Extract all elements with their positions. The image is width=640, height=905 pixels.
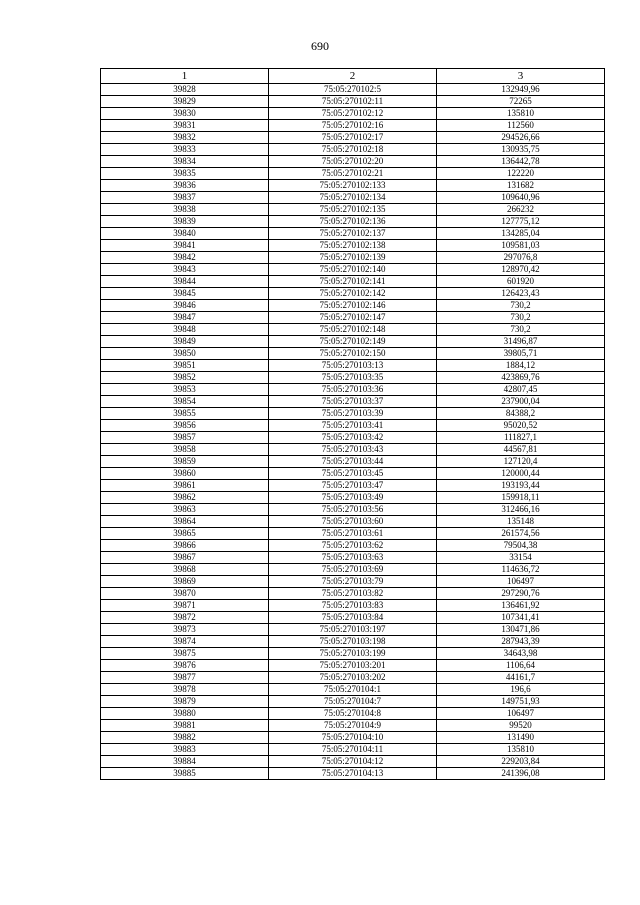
value-cell: 266232 <box>437 204 605 216</box>
row-number-cell: 39868 <box>101 564 269 576</box>
value-cell: 261574,56 <box>437 528 605 540</box>
table-row <box>101 276 605 288</box>
cadastral-number-cell: 75:05:270103:201 <box>269 660 437 672</box>
table-row <box>101 732 605 744</box>
cadastral-number-cell: 75:05:270103:60 <box>269 516 437 528</box>
table-row <box>101 420 605 432</box>
value-cell: 42807,45 <box>437 384 605 396</box>
row-number-cell: 39869 <box>101 576 269 588</box>
row-number-cell: 39832 <box>101 132 269 144</box>
row-number-cell: 39863 <box>101 504 269 516</box>
value-cell: 193193,44 <box>437 480 605 492</box>
cadastral-number-cell: 75:05:270104:1 <box>269 684 437 696</box>
cadastral-number-cell: 75:05:270103:42 <box>269 432 437 444</box>
cadastral-number-cell: 75:05:270104:7 <box>269 696 437 708</box>
table-row <box>101 564 605 576</box>
table-row <box>101 132 605 144</box>
table-row <box>101 744 605 756</box>
cadastral-number-cell: 75:05:270102:138 <box>269 240 437 252</box>
cadastral-number-cell: 75:05:270102:137 <box>269 228 437 240</box>
cadastral-number-cell: 75:05:270104:12 <box>269 756 437 768</box>
row-number-cell: 39882 <box>101 732 269 744</box>
row-number-cell: 39883 <box>101 744 269 756</box>
value-cell: 72265 <box>437 96 605 108</box>
value-cell: 126423,43 <box>437 288 605 300</box>
value-cell: 1106,64 <box>437 660 605 672</box>
cadastral-number-cell: 75:05:270103:43 <box>269 444 437 456</box>
value-cell: 297076,8 <box>437 252 605 264</box>
table-row <box>101 708 605 720</box>
table-row <box>101 108 605 120</box>
value-cell: 127120,4 <box>437 456 605 468</box>
row-number-cell: 39861 <box>101 480 269 492</box>
value-cell: 131490 <box>437 732 605 744</box>
row-number-cell: 39847 <box>101 312 269 324</box>
table-row <box>101 552 605 564</box>
row-number-cell: 39846 <box>101 300 269 312</box>
value-cell: 1884,12 <box>437 360 605 372</box>
table-row <box>101 240 605 252</box>
value-cell: 159918,11 <box>437 492 605 504</box>
table-row <box>101 252 605 264</box>
cadastral-number-cell: 75:05:270104:10 <box>269 732 437 744</box>
value-cell: 44161,7 <box>437 672 605 684</box>
table-row <box>101 540 605 552</box>
row-number-cell: 39838 <box>101 204 269 216</box>
cadastral-number-cell: 75:05:270102:150 <box>269 348 437 360</box>
row-number-cell: 39866 <box>101 540 269 552</box>
cadastral-number-cell: 75:05:270102:139 <box>269 252 437 264</box>
value-cell: 132949,96 <box>437 84 605 96</box>
cadastral-number-cell: 75:05:270103:37 <box>269 396 437 408</box>
cadastral-number-cell: 75:05:270102:21 <box>269 168 437 180</box>
table-row <box>101 144 605 156</box>
value-cell: 39805,71 <box>437 348 605 360</box>
value-cell: 601920 <box>437 276 605 288</box>
cadastral-number-cell: 75:05:270103:36 <box>269 384 437 396</box>
row-number-cell: 39853 <box>101 384 269 396</box>
cadastral-number-cell: 75:05:270102:16 <box>269 120 437 132</box>
table-row <box>101 408 605 420</box>
value-cell: 294526,66 <box>437 132 605 144</box>
cadastral-number-cell: 75:05:270103:45 <box>269 468 437 480</box>
table-row <box>101 636 605 648</box>
value-cell: 229203,84 <box>437 756 605 768</box>
cadastral-number-cell: 75:05:270102:134 <box>269 192 437 204</box>
value-cell: 79504,38 <box>437 540 605 552</box>
value-cell: 135810 <box>437 108 605 120</box>
table-row <box>101 660 605 672</box>
row-number-cell: 39851 <box>101 360 269 372</box>
row-number-cell: 39864 <box>101 516 269 528</box>
row-number-cell: 39877 <box>101 672 269 684</box>
table-row <box>101 288 605 300</box>
table-row <box>101 456 605 468</box>
cadastral-number-cell: 75:05:270102:17 <box>269 132 437 144</box>
table-row <box>101 204 605 216</box>
cadastral-number-cell: 75:05:270102:146 <box>269 300 437 312</box>
table-row <box>101 96 605 108</box>
cadastral-number-cell: 75:05:270102:18 <box>269 144 437 156</box>
page-number: 690 <box>311 39 329 53</box>
cadastral-number-cell: 75:05:270102:149 <box>269 336 437 348</box>
value-cell: 237900,04 <box>437 396 605 408</box>
value-cell: 730,2 <box>437 312 605 324</box>
row-number-cell: 39856 <box>101 420 269 432</box>
table-row <box>101 216 605 228</box>
cadastral-number-cell: 75:05:270103:199 <box>269 648 437 660</box>
value-cell: 44567,81 <box>437 444 605 456</box>
row-number-cell: 39852 <box>101 372 269 384</box>
row-number-cell: 39874 <box>101 636 269 648</box>
value-cell: 135810 <box>437 744 605 756</box>
table-row <box>101 84 605 96</box>
table-row <box>101 756 605 768</box>
value-cell: 109581,03 <box>437 240 605 252</box>
value-cell: 130935,75 <box>437 144 605 156</box>
value-cell: 136461,92 <box>437 600 605 612</box>
row-number-cell: 39837 <box>101 192 269 204</box>
cadastral-number-cell: 75:05:270103:62 <box>269 540 437 552</box>
cadastral-number-cell: 75:05:270102:11 <box>269 96 437 108</box>
table-row <box>101 120 605 132</box>
row-number-cell: 39867 <box>101 552 269 564</box>
table-row <box>101 312 605 324</box>
table-row <box>101 432 605 444</box>
value-cell: 135148 <box>437 516 605 528</box>
cadastral-number-cell: 75:05:270103:47 <box>269 480 437 492</box>
table-row <box>101 396 605 408</box>
row-number-cell: 39855 <box>101 408 269 420</box>
row-number-cell: 39871 <box>101 600 269 612</box>
cadastral-number-cell: 75:05:270102:140 <box>269 264 437 276</box>
row-number-cell: 39849 <box>101 336 269 348</box>
cadastral-number-cell: 75:05:270102:133 <box>269 180 437 192</box>
value-cell: 33154 <box>437 552 605 564</box>
value-cell: 127775,12 <box>437 216 605 228</box>
row-number-cell: 39859 <box>101 456 269 468</box>
table-row <box>101 348 605 360</box>
table-row <box>101 696 605 708</box>
row-number-cell: 39865 <box>101 528 269 540</box>
value-cell: 241396,08 <box>437 768 605 780</box>
table-row <box>101 264 605 276</box>
row-number-cell: 39842 <box>101 252 269 264</box>
value-cell: 136442,78 <box>437 156 605 168</box>
row-number-cell: 39830 <box>101 108 269 120</box>
row-number-cell: 39841 <box>101 240 269 252</box>
cadastral-number-cell: 75:05:270102:141 <box>269 276 437 288</box>
cadastral-number-cell: 75:05:270102:135 <box>269 204 437 216</box>
cadastral-number-cell: 75:05:270103:198 <box>269 636 437 648</box>
table-row <box>101 468 605 480</box>
value-cell: 31496,87 <box>437 336 605 348</box>
row-number-cell: 39834 <box>101 156 269 168</box>
table-row <box>101 180 605 192</box>
table-row <box>101 516 605 528</box>
cadastral-number-cell: 75:05:270103:61 <box>269 528 437 540</box>
value-cell: 106497 <box>437 708 605 720</box>
table-row <box>101 324 605 336</box>
row-number-cell: 39876 <box>101 660 269 672</box>
cadastral-number-cell: 75:05:270103:41 <box>269 420 437 432</box>
table-row <box>101 672 605 684</box>
table-row <box>101 228 605 240</box>
row-number-cell: 39845 <box>101 288 269 300</box>
table-body <box>101 84 605 780</box>
table-row <box>101 576 605 588</box>
value-cell: 107341,41 <box>437 612 605 624</box>
cadastral-number-cell: 75:05:270103:13 <box>269 360 437 372</box>
row-number-cell: 39881 <box>101 720 269 732</box>
value-cell: 149751,93 <box>437 696 605 708</box>
value-cell: 84388,2 <box>437 408 605 420</box>
row-number-cell: 39829 <box>101 96 269 108</box>
value-cell: 34643,98 <box>437 648 605 660</box>
table-row <box>101 684 605 696</box>
cadastral-number-cell: 75:05:270103:39 <box>269 408 437 420</box>
row-number-cell: 39858 <box>101 444 269 456</box>
row-number-cell: 39857 <box>101 432 269 444</box>
table-row <box>101 372 605 384</box>
row-number-cell: 39873 <box>101 624 269 636</box>
row-number-cell: 39850 <box>101 348 269 360</box>
value-cell: 128970,42 <box>437 264 605 276</box>
row-number-cell: 39828 <box>101 84 269 96</box>
cadastral-number-cell: 75:05:270103:197 <box>269 624 437 636</box>
value-cell: 423869,76 <box>437 372 605 384</box>
value-cell: 106497 <box>437 576 605 588</box>
value-cell: 109640,96 <box>437 192 605 204</box>
row-number-cell: 39884 <box>101 756 269 768</box>
row-number-cell: 39875 <box>101 648 269 660</box>
value-cell: 730,2 <box>437 324 605 336</box>
row-number-cell: 39839 <box>101 216 269 228</box>
cadastral-number-cell: 75:05:270104:13 <box>269 768 437 780</box>
cadastral-number-cell: 75:05:270103:69 <box>269 564 437 576</box>
value-cell: 312466,16 <box>437 504 605 516</box>
cadastral-number-cell: 75:05:270103:44 <box>269 456 437 468</box>
table-row <box>101 528 605 540</box>
table-header-row <box>101 69 605 84</box>
row-number-cell: 39870 <box>101 588 269 600</box>
table-row <box>101 156 605 168</box>
cadastral-number-cell: 75:05:270103:84 <box>269 612 437 624</box>
value-cell: 111827,1 <box>437 432 605 444</box>
cadastral-number-cell: 75:05:270104:9 <box>269 720 437 732</box>
table-row <box>101 648 605 660</box>
value-cell: 120000,44 <box>437 468 605 480</box>
cadastral-number-cell: 75:05:270103:83 <box>269 600 437 612</box>
row-number-cell: 39862 <box>101 492 269 504</box>
table-row <box>101 768 605 780</box>
table-row <box>101 384 605 396</box>
row-number-cell: 39885 <box>101 768 269 780</box>
row-number-cell: 39854 <box>101 396 269 408</box>
value-cell: 196,6 <box>437 684 605 696</box>
value-cell: 131682 <box>437 180 605 192</box>
table-row <box>101 360 605 372</box>
row-number-cell: 39836 <box>101 180 269 192</box>
row-number-cell: 39879 <box>101 696 269 708</box>
value-cell: 95020,52 <box>437 420 605 432</box>
table-row <box>101 492 605 504</box>
row-number-cell: 39835 <box>101 168 269 180</box>
cadastral-number-cell: 75:05:270103:79 <box>269 576 437 588</box>
row-number-cell: 39872 <box>101 612 269 624</box>
table-row <box>101 192 605 204</box>
cadastral-number-cell: 75:05:270102:136 <box>269 216 437 228</box>
table-row <box>101 600 605 612</box>
value-cell: 730,2 <box>437 300 605 312</box>
row-number-cell: 39848 <box>101 324 269 336</box>
table-row <box>101 720 605 732</box>
cadastral-number-cell: 75:05:270103:82 <box>269 588 437 600</box>
value-cell: 122220 <box>437 168 605 180</box>
row-number-cell: 39843 <box>101 264 269 276</box>
cadastral-number-cell: 75:05:270102:142 <box>269 288 437 300</box>
value-cell: 297290,76 <box>437 588 605 600</box>
table-row <box>101 504 605 516</box>
table-row <box>101 168 605 180</box>
cadastral-number-cell: 75:05:270102:20 <box>269 156 437 168</box>
cadastral-number-cell: 75:05:270103:56 <box>269 504 437 516</box>
cadastral-number-cell: 75:05:270102:12 <box>269 108 437 120</box>
value-cell: 287943,39 <box>437 636 605 648</box>
row-number-cell: 39878 <box>101 684 269 696</box>
table-row <box>101 300 605 312</box>
row-number-cell: 39860 <box>101 468 269 480</box>
table-row <box>101 444 605 456</box>
table-row <box>101 588 605 600</box>
column-header-1: 1 <box>101 69 269 84</box>
table-row <box>101 624 605 636</box>
value-cell: 130471,86 <box>437 624 605 636</box>
cadastral-number-cell: 75:05:270102:147 <box>269 312 437 324</box>
table-row <box>101 336 605 348</box>
value-cell: 134285,04 <box>437 228 605 240</box>
table-row <box>101 612 605 624</box>
cadastral-number-cell: 75:05:270104:11 <box>269 744 437 756</box>
cadastral-number-cell: 75:05:270102:5 <box>269 84 437 96</box>
cadastral-number-cell: 75:05:270103:202 <box>269 672 437 684</box>
cadastral-number-cell: 75:05:270103:49 <box>269 492 437 504</box>
column-header-3: 3 <box>437 69 605 84</box>
value-cell: 112560 <box>437 120 605 132</box>
row-number-cell: 39833 <box>101 144 269 156</box>
data-table <box>100 68 605 780</box>
cadastral-number-cell: 75:05:270104:8 <box>269 708 437 720</box>
row-number-cell: 39831 <box>101 120 269 132</box>
table-row <box>101 480 605 492</box>
cadastral-number-cell: 75:05:270102:148 <box>269 324 437 336</box>
column-header-2: 2 <box>269 69 437 84</box>
value-cell: 99520 <box>437 720 605 732</box>
cadastral-number-cell: 75:05:270103:35 <box>269 372 437 384</box>
cadastral-number-cell: 75:05:270103:63 <box>269 552 437 564</box>
row-number-cell: 39844 <box>101 276 269 288</box>
row-number-cell: 39840 <box>101 228 269 240</box>
value-cell: 114636,72 <box>437 564 605 576</box>
row-number-cell: 39880 <box>101 708 269 720</box>
